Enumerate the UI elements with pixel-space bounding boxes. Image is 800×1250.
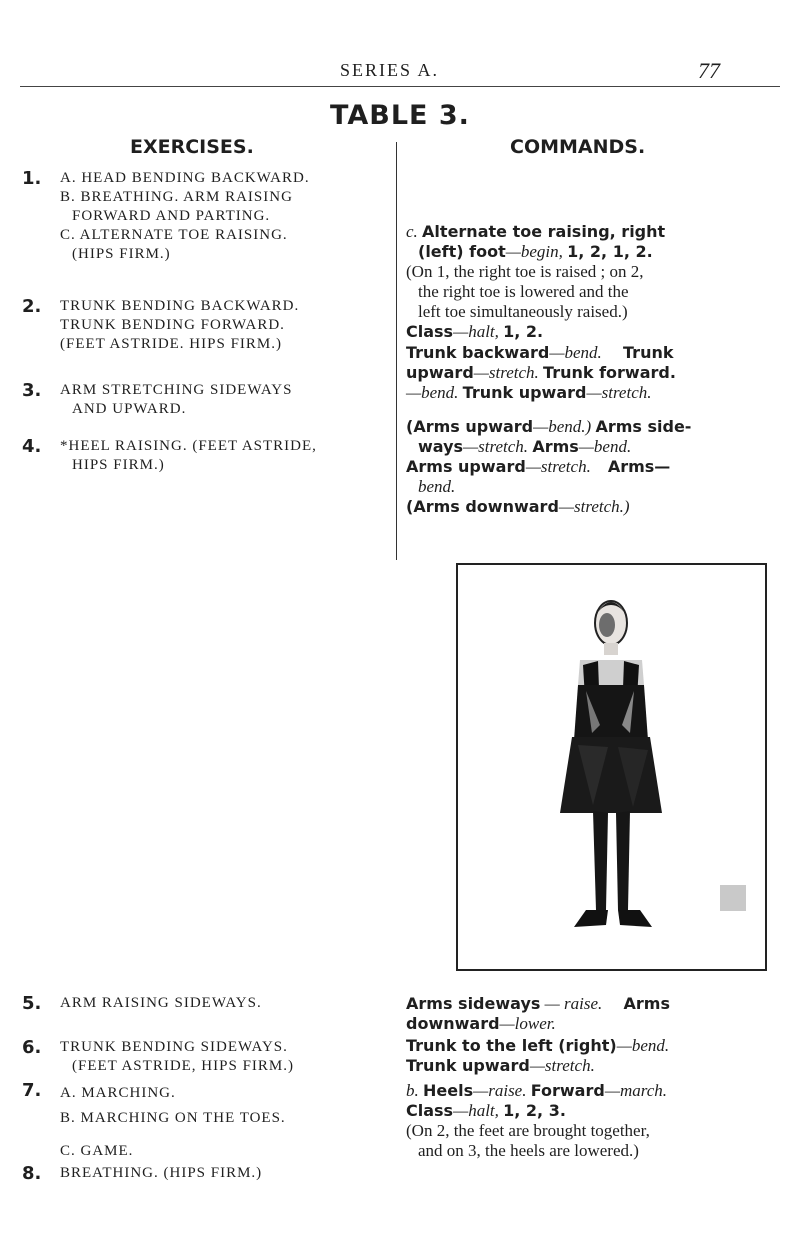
table-title: TABLE 3. <box>330 100 470 131</box>
exercise-line: (FEET ASTRIDE, HIPS FIRM.) <box>72 1058 294 1074</box>
exercise-line: ARM RAISING SIDEWAYS. <box>60 995 262 1011</box>
command-block-3 <box>406 417 786 517</box>
exercise-number: 4. <box>22 436 42 457</box>
exercise-line: ARM STRETCHING SIDEWAYS <box>60 382 293 398</box>
header-rule <box>20 86 780 87</box>
command-execution: —stretch. <box>525 457 591 476</box>
command-count: 1, 2, 3. <box>503 1101 566 1120</box>
exercise-3 <box>60 381 380 419</box>
exercise-line: HIPS FIRM.) <box>72 457 165 473</box>
command-block-7 <box>406 1081 786 1161</box>
exercise-1 <box>60 169 380 264</box>
exercise-number: 2. <box>22 296 42 317</box>
exercise-line: A. HEAD BENDING BACKWARD. <box>60 170 310 186</box>
exercises-heading: EXERCISES. <box>130 136 254 158</box>
command-letter: c. <box>406 222 418 241</box>
command-word: Arms sideways <box>406 994 541 1013</box>
command-execution: —bend. <box>406 383 459 402</box>
command-word: Alternate toe raising, right <box>422 222 666 241</box>
command-execution: —stretch. <box>586 383 652 402</box>
command-note: (On 2, the feet are brought together, <box>406 1121 650 1140</box>
command-execution: —stretch. <box>529 1056 595 1075</box>
command-word: upward <box>406 363 474 382</box>
column-divider <box>396 142 397 560</box>
exercise-line: TRUNK BENDING SIDEWAYS. <box>60 1039 288 1055</box>
exercise-line: TRUNK BENDING BACKWARD. <box>60 298 300 314</box>
command-execution: —raise. <box>473 1081 527 1100</box>
command-execution: bend. <box>418 477 456 496</box>
command-word: (Arms upward <box>406 417 534 436</box>
command-execution: —lower. <box>499 1014 556 1033</box>
exercise-line: FORWARD AND PARTING. <box>72 208 271 224</box>
command-word: downward <box>406 1014 500 1033</box>
exercise-number: 3. <box>22 380 42 401</box>
command-word: Arms— <box>607 457 671 476</box>
series-label: SERIES A. <box>340 60 440 80</box>
command-execution: —stretch. <box>463 437 529 456</box>
command-word: Trunk forward. <box>543 363 676 382</box>
running-head <box>0 60 800 94</box>
command-count: 1, 2. <box>503 322 544 341</box>
command-block-5 <box>406 994 786 1034</box>
exercise-line: A. MARCHING. <box>60 1085 176 1101</box>
command-word: (Arms downward <box>406 497 559 516</box>
command-execution: —halt, <box>453 1101 499 1120</box>
exercise-4 <box>60 437 380 475</box>
exercise-line: TRUNK BENDING FORWARD. <box>60 317 285 333</box>
command-word: Class <box>406 1101 454 1120</box>
command-word: Trunk upward <box>406 1056 530 1075</box>
exercise-line: C. GAME. <box>60 1143 134 1159</box>
exercise-number: 5. <box>22 993 42 1014</box>
exercise-line: B. BREATHING. ARM RAISING <box>60 189 293 205</box>
command-execution: —bend.) <box>533 417 592 436</box>
command-note: (On 1, the right toe is raised ; on 2, <box>406 262 644 281</box>
command-block-6 <box>406 1036 786 1076</box>
photograph <box>456 563 767 971</box>
exercise-7 <box>60 1081 380 1164</box>
command-word: Trunk to the left (right) <box>406 1036 617 1055</box>
command-execution: —march. <box>604 1081 668 1100</box>
command-word: Class <box>406 322 454 341</box>
exercise-line: BREATHING. (HIPS FIRM.) <box>60 1165 263 1181</box>
command-count: 1, 2, 1, 2. <box>567 242 653 261</box>
exercise-line: C. ALTERNATE TOE RAISING. <box>60 227 288 243</box>
command-word: Heels <box>423 1081 474 1100</box>
page-number: 77 <box>698 58 720 83</box>
command-execution: —stretch. <box>473 363 539 382</box>
command-execution: —bend. <box>616 1036 670 1055</box>
exercise-line: B. MARCHING ON THE TOES. <box>60 1110 286 1126</box>
command-execution: —stretch.) <box>558 497 630 516</box>
exercise-line: *HEEL RAISING. (FEET ASTRIDE, <box>60 438 317 454</box>
exercise-2 <box>60 297 380 354</box>
exercise-number: 1. <box>22 168 42 189</box>
command-note: the right toe is lowered and the <box>418 282 629 301</box>
exercise-line: AND UPWARD. <box>72 401 187 417</box>
exercise-8 <box>60 1164 380 1183</box>
command-block-1 <box>406 222 786 342</box>
command-execution: —bend. <box>549 343 602 362</box>
command-word: Trunk upward <box>462 383 587 402</box>
exercise-number: 7. <box>22 1080 42 1101</box>
commands-heading: COMMANDS. <box>510 136 646 158</box>
exercise-5 <box>60 994 380 1013</box>
command-word: Trunk backward <box>406 343 550 362</box>
command-word: Arms <box>532 437 579 456</box>
command-note: and on 3, the heels are lowered.) <box>418 1141 639 1160</box>
command-word: Arms <box>623 994 670 1013</box>
command-execution: — raise. <box>544 994 603 1013</box>
command-word: Arms upward <box>406 457 526 476</box>
command-execution: —bend. <box>578 437 632 456</box>
girl-photograph-illustration <box>458 565 765 969</box>
exercise-6 <box>60 1038 380 1076</box>
command-word: (left) foot <box>418 242 506 261</box>
command-execution: —halt, <box>453 322 499 341</box>
exercise-line: (FEET ASTRIDE. HIPS FIRM.) <box>60 336 282 352</box>
command-word: Arms side- <box>595 417 692 436</box>
command-word: Trunk <box>623 343 674 362</box>
command-note: left toe simultaneously raised.) <box>418 302 628 321</box>
command-word: Forward <box>530 1081 605 1100</box>
exercise-line: (HIPS FIRM.) <box>72 246 171 262</box>
command-execution: —begin, <box>505 242 563 261</box>
exercise-number: 6. <box>22 1037 42 1058</box>
exercise-number: 8. <box>22 1163 42 1184</box>
command-word: ways <box>418 437 464 456</box>
command-block-2 <box>406 343 786 403</box>
command-letter: b. <box>406 1081 419 1100</box>
